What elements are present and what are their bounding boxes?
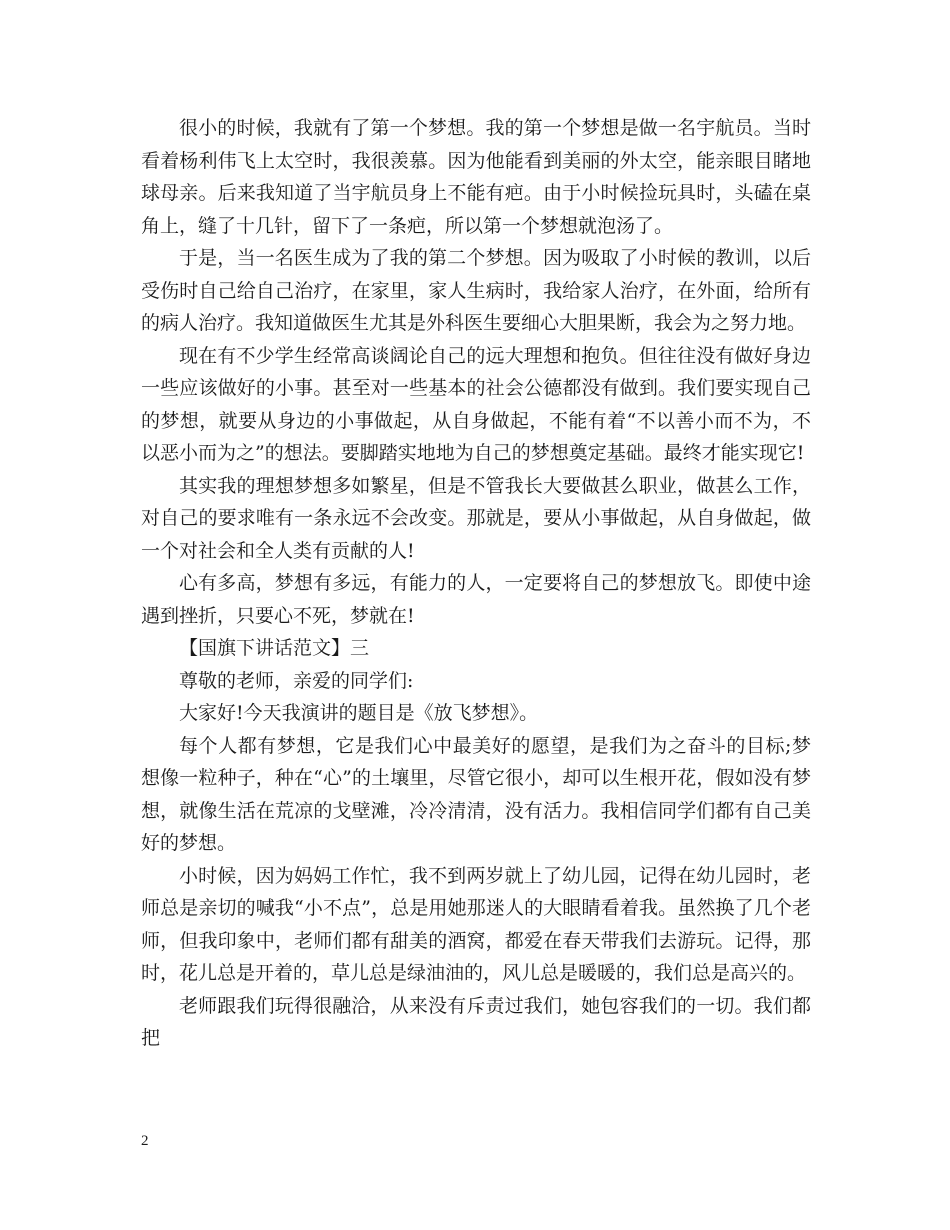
paragraph: 很小的时候，我就有了第一个梦想。我的第一个梦想是做一名宇航员。当时看着杨利伟飞上太空时，我很羡慕。因为他能看到美丽的外太空，能亲眼目睹地球母亲。后来我知道了当宇航员身上不能有疤。由于小时候捡玩具时，头磕在桌角上，缝了十几针，留下了一条疤，所以第一个梦想就泡汤了。	[141, 117, 811, 237]
salutation: 尊敬的老师，亲爱的同学们:	[179, 669, 414, 692]
document-body	[141, 112, 811, 1055]
paragraph: 其实我的理想梦想多如繁星，但是不管我长大要做甚么职业，做甚么工作，对自己的要求唯有一条永远不会改变。那就是，要从小事做起，从自身做起，做一个对社会和全人类有贡献的人!	[141, 474, 811, 562]
section-heading: 【国旗下讲话范文】三	[179, 637, 370, 659]
paragraph: 小时候，因为妈妈工作忙，我不到两岁就上了幼儿园，记得在幼儿园时，老师总是亲切的喊我“小不点”，总是用她那迷人的大眼睛看着我。虽然换了几个老师，但我印象中，老师们都有甜美的酒窝，都爱在春天带我们去游玩。记得，那时，花儿总是开着的，草儿总是绿油油的，风儿总是暖暖的，我们总是高兴的。	[141, 864, 811, 984]
paragraph: 每个人都有梦想，它是我们心中最美好的愿望，是我们为之奋斗的目标;梦想像一粒种子，种在“心”的土壤里，尽管它很小，却可以生根开花，假如没有梦想，就像生活在荒凉的戈壁滩，冷冷清清，没有活力。我相信同学们都有自己美好的梦想。	[141, 734, 811, 854]
page-number: 2	[141, 1133, 149, 1149]
paragraph: 于是，当一名医生成为了我的第二个梦想。因为吸取了小时候的教训，以后受伤时自己给自己治疗，在家里，家人生病时，我给家人治疗，在外面，给所有的病人治疗。我知道做医生尤其是外科医生要细心大胆果断，我会为之努力地。	[141, 247, 811, 334]
paragraph: 心有多高，梦想有多远，有能力的人，一定要将自己的梦想放飞。即使中途遇到挫折，只要心不死，梦就在!	[141, 572, 811, 627]
paragraph: 大家好!今天我演讲的题目是《放飞梦想》。	[179, 702, 539, 724]
paragraph: 现在有不少学生经常高谈阔论自己的远大理想和抱负。但往往没有做好身边一些应该做好的小事。甚至对一些基本的社会公德都没有做到。我们要实现自己的梦想，就要从身边的小事做起，从自身做起，不能有着“不以善小而不为，不以恶小而为之”的想法。要脚踏实地地为自己的梦想奠定基础。最终才能实现它!	[141, 344, 811, 464]
paragraph: 老师跟我们玩得很融洽，从来没有斥责过我们，她包容我们的一切。我们都把	[141, 994, 811, 1049]
